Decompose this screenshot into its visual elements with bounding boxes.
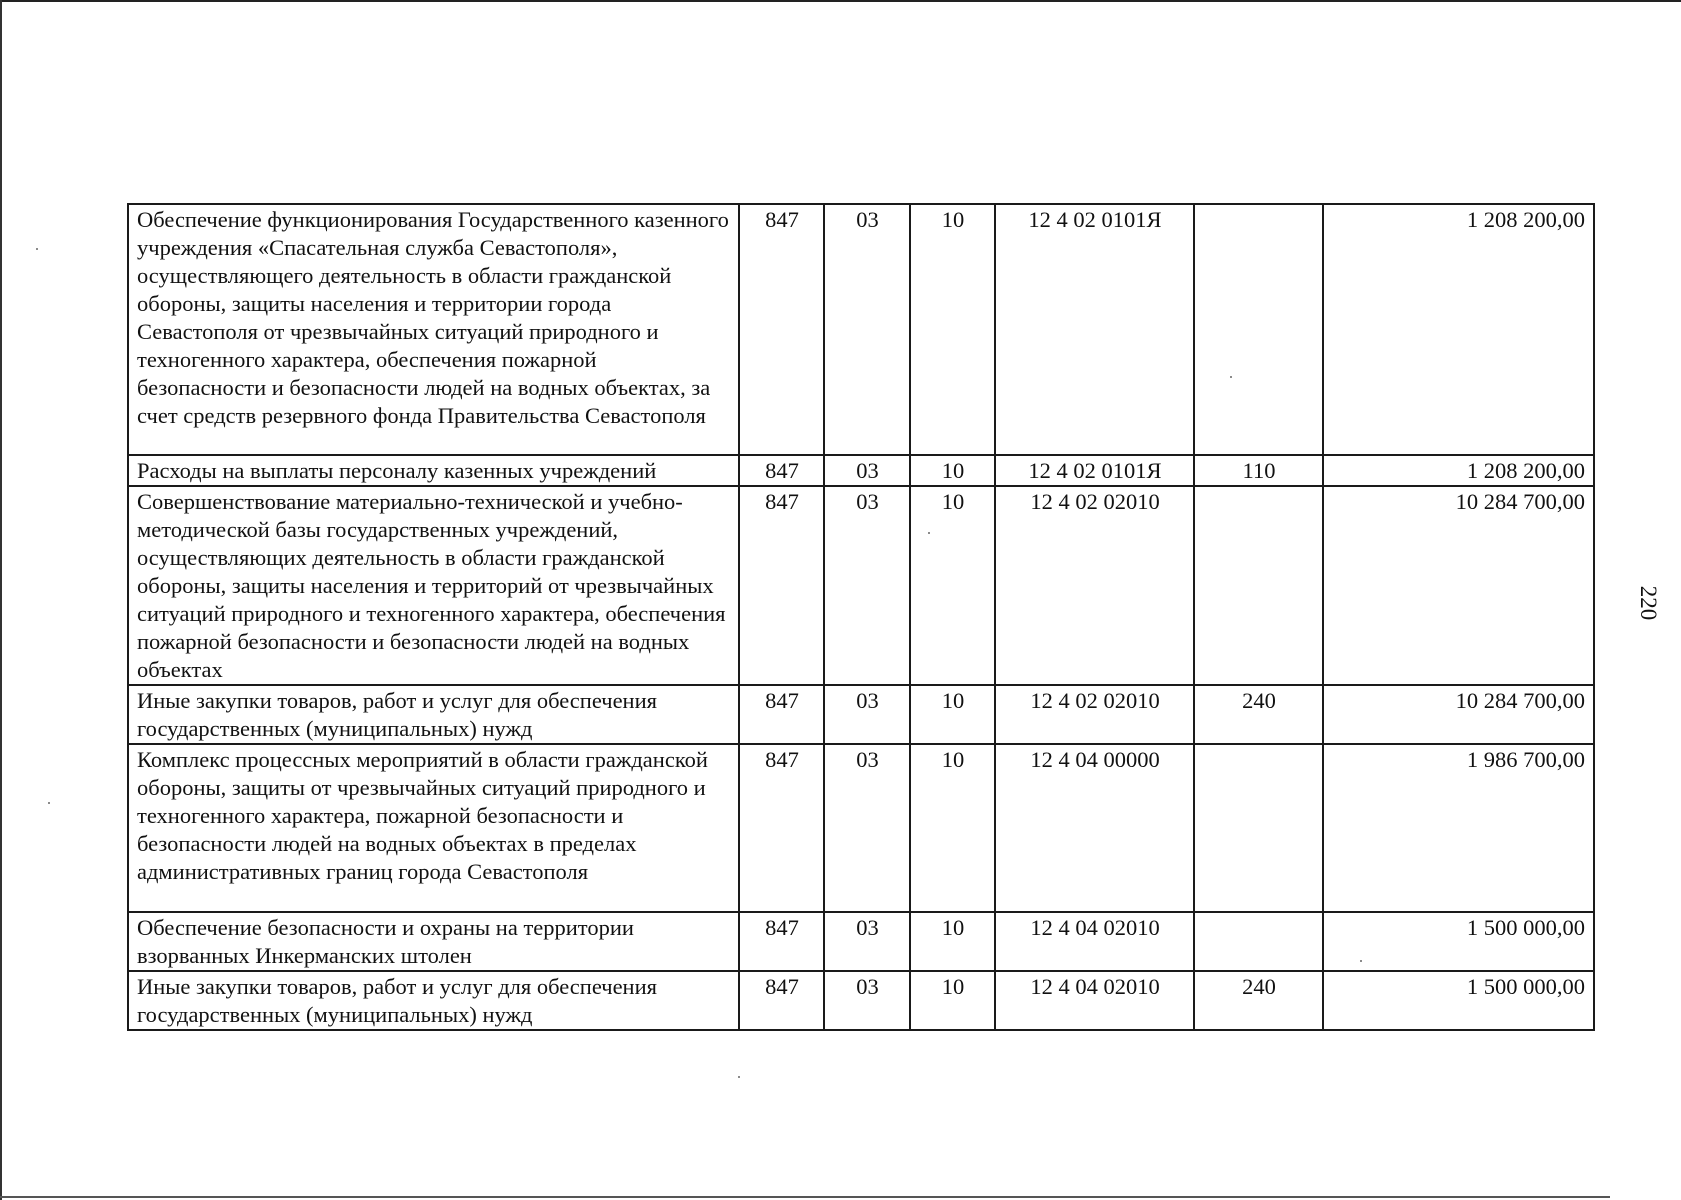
row-code-section: 03 [824,486,910,685]
row-code-section: 03 [824,455,910,486]
row-code-section: 03 [824,744,910,912]
row-code-target: 12 4 02 0101Я [995,455,1194,486]
row-code-subsection: 10 [910,486,995,685]
row-description: Обеспечение безопасности и охраны на территории взорванных Инкерманских штолен [128,912,739,971]
row-description: Совершенствование материально-технической и учебно-методической базы государственных учреждений, осуществляющих деятельность в области гражданской обороны, защиты населения и территорий от чрезвычайных ситуаций природного и техногенного характера, обеспечения пожарной безопасности и безопасности людей на водных объектах [128,486,739,685]
row-code-target: 12 4 04 00000 [995,744,1194,912]
row-description: Расходы на выплаты персоналу казенных учреждений [128,455,739,486]
row-code-expense-type [1194,912,1323,971]
row-amount: 1 986 700,00 [1323,744,1594,912]
row-code-ministry: 847 [739,971,824,1030]
row-code-target: 12 4 02 02010 [995,685,1194,744]
table-row [128,204,1594,455]
scan-border-gap [1610,1192,1681,1200]
page-number: 220 [1636,585,1661,621]
row-code-subsection: 10 [910,912,995,971]
row-code-subsection: 10 [910,971,995,1030]
table-row [128,744,1594,912]
table-row [128,455,1594,486]
row-amount: 1 208 200,00 [1323,204,1594,455]
row-code-target: 12 4 02 0101Я [995,204,1194,455]
row-amount: 1 500 000,00 [1323,971,1594,1030]
row-description: Обеспечение функционирования Государственного казенного учреждения «Спасательная служба Севастополя», осуществляющего деятельность в области гражданской обороны, защиты населения и территории города Севастополя от чрезвычайных ситуаций природного и техногенного характера, обеспечения пожарной безопасности и безопасности людей на водных объектах, за счет средств резервного фонда Правительства Севастополя [128,204,739,455]
row-code-subsection: 10 [910,744,995,912]
row-code-ministry: 847 [739,744,824,912]
row-amount: 10 284 700,00 [1323,486,1594,685]
scan-border-left [0,0,2,1200]
row-code-expense-type [1194,204,1323,455]
scan-border-bottom [0,1196,1681,1198]
row-code-target: 12 4 04 02010 [995,912,1194,971]
row-description: Иные закупки товаров, работ и услуг для обеспечения государственных (муниципальных) нужд [128,685,739,744]
row-code-ministry: 847 [739,685,824,744]
row-amount: 1 208 200,00 [1323,455,1594,486]
row-code-expense-type: 110 [1194,455,1323,486]
scan-border-top [0,0,1681,2]
table-row [128,685,1594,744]
table-row [128,912,1594,971]
table-row [128,486,1594,685]
table-row [128,971,1594,1030]
row-code-subsection: 10 [910,685,995,744]
row-code-section: 03 [824,912,910,971]
row-code-expense-type: 240 [1194,971,1323,1030]
row-code-ministry: 847 [739,455,824,486]
row-amount: 10 284 700,00 [1323,685,1594,744]
row-amount: 1 500 000,00 [1323,912,1594,971]
row-code-ministry: 847 [739,204,824,455]
row-code-ministry: 847 [739,486,824,685]
row-code-target: 12 4 04 02010 [995,971,1194,1030]
row-code-subsection: 10 [910,455,995,486]
row-code-subsection: 10 [910,204,995,455]
budget-table [127,203,1595,1031]
row-description: Комплекс процессных мероприятий в области гражданской обороны, защиты от чрезвычайных ситуаций природного и техногенного характера, пожарной безопасности и безопасности людей на водных объектах в пределах административных границ города Севастополя [128,744,739,912]
row-code-expense-type [1194,486,1323,685]
scan-speck [36,248,38,250]
scan-speck [738,1076,740,1078]
row-code-expense-type: 240 [1194,685,1323,744]
row-code-expense-type [1194,744,1323,912]
row-description: Иные закупки товаров, работ и услуг для обеспечения государственных (муниципальных) нужд [128,971,739,1030]
row-code-ministry: 847 [739,912,824,971]
row-code-target: 12 4 02 02010 [995,486,1194,685]
row-code-section: 03 [824,685,910,744]
row-code-section: 03 [824,971,910,1030]
scan-speck [48,802,50,804]
row-code-section: 03 [824,204,910,455]
